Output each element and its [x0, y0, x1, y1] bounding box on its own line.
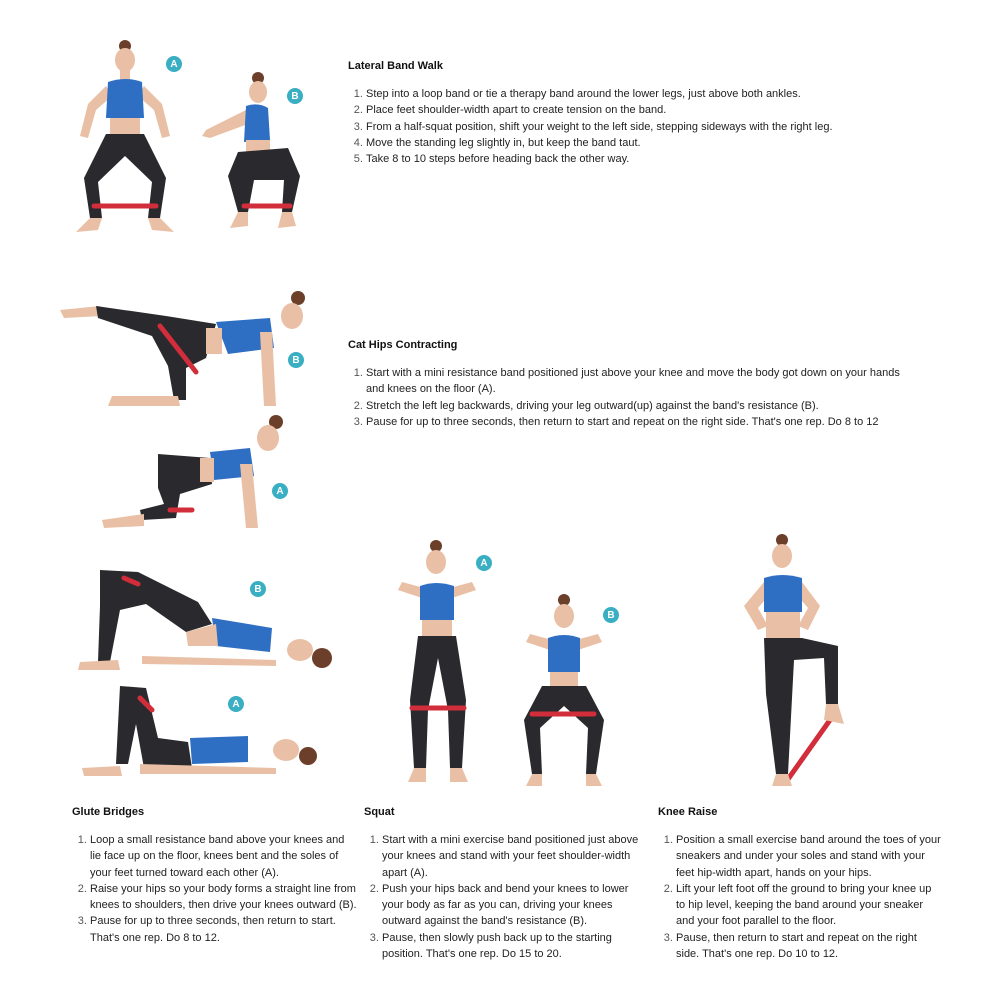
knee-raise-figure — [730, 534, 854, 790]
knee-raise-title: Knee Raise — [658, 806, 718, 818]
step-item: 3. Pause for up to three seconds, then return to start and repeat on the right side. That's one rep. Do 8 to 12 — [366, 414, 918, 430]
step-item: 3. From a half-squat position, shift your weight to the left side, stepping sideways with the right leg. — [366, 119, 948, 135]
badge-a: A — [272, 483, 288, 499]
step-item: 1. Start with a mini resistance band positioned just above your knee and move the body got down on your hands and knees on the floor (A). — [366, 365, 918, 398]
knee-raise-section — [658, 806, 943, 962]
squat-figure-b — [518, 594, 608, 789]
cat-hips-section — [348, 339, 918, 430]
step-item: 3. Pause for up to three seconds, then return to start. That's one rep. Do 8 to 12. — [90, 913, 357, 946]
step-item: 1. Loop a small resistance band above your knees and lie face up on the floor, knees bent and the soles of your feet turned toward each other (A). — [90, 832, 357, 881]
step-item: 4. Move the standing leg slightly in, but keep the band taut. — [366, 135, 948, 151]
cat-hips-title: Cat Hips Contracting — [348, 339, 458, 351]
squat-title: Squat — [364, 806, 395, 818]
squat-figure-a — [396, 540, 480, 790]
badge-b: B — [288, 352, 304, 368]
cat-hips-figure-b — [56, 288, 316, 413]
step-item: 5. Take 8 to 10 steps before heading back the other way. — [366, 151, 948, 167]
badge-b: B — [250, 581, 266, 597]
step-item: 3. Pause, then return to start and repeat on the right side. That's one rep. Do 10 to 12. — [676, 930, 943, 963]
glute-bridge-figure-b — [76, 566, 338, 674]
step-item: 2. Push your hips back and bend your knees to lower your body as far as you can, driving your knees outward against the band's resistance (B). — [382, 881, 644, 930]
cat-hips-steps — [348, 365, 918, 430]
glute-bridges-section — [72, 806, 357, 946]
lateral-band-walk-steps — [348, 86, 948, 167]
badge-b: B — [603, 607, 619, 623]
lateral-band-walk-title: Lateral Band Walk — [348, 60, 443, 72]
squat-section — [364, 806, 644, 962]
lateral-band-walk-section — [348, 60, 948, 167]
squat-steps — [364, 832, 644, 962]
badge-a: A — [476, 555, 492, 571]
step-item: 3. Pause, then slowly push back up to the starting position. That's one rep. Do 15 to 20. — [382, 930, 644, 963]
glute-bridge-figure-a — [80, 684, 320, 780]
step-item: 1. Start with a mini exercise band positioned just above your knees and stand with your feet shoulder-width apart (A). — [382, 832, 644, 881]
badge-a: A — [166, 56, 182, 72]
glute-bridges-steps — [72, 832, 357, 946]
badge-b: B — [287, 88, 303, 104]
step-item: 2. Lift your left foot off the ground to bring your knee up to hip level, keeping the band around your sneaker and your foot parallel to the floor. — [676, 881, 943, 930]
step-item: 2. Raise your hips so your body forms a straight line from knees to shoulders, then drive your knees outward (B). — [90, 881, 357, 914]
step-item: 1. Position a small exercise band around the toes of your sneakers and under your soles and stand with your feet hip-width apart, hands on your hips. — [676, 832, 943, 881]
step-item: 1. Step into a loop band or tie a therapy band around the lower legs, just above both ankles. — [366, 86, 948, 102]
badge-a: A — [228, 696, 244, 712]
lateral-walk-figure-a — [68, 38, 183, 238]
cat-hips-figure-a — [100, 414, 290, 534]
glute-bridges-title: Glute Bridges — [72, 806, 145, 818]
knee-raise-steps — [658, 832, 943, 962]
step-item: 2. Place feet shoulder-width apart to create tension on the band. — [366, 102, 948, 118]
step-item: 2. Stretch the left leg backwards, driving your leg outward(up) against the band's resistance (B). — [366, 398, 918, 414]
